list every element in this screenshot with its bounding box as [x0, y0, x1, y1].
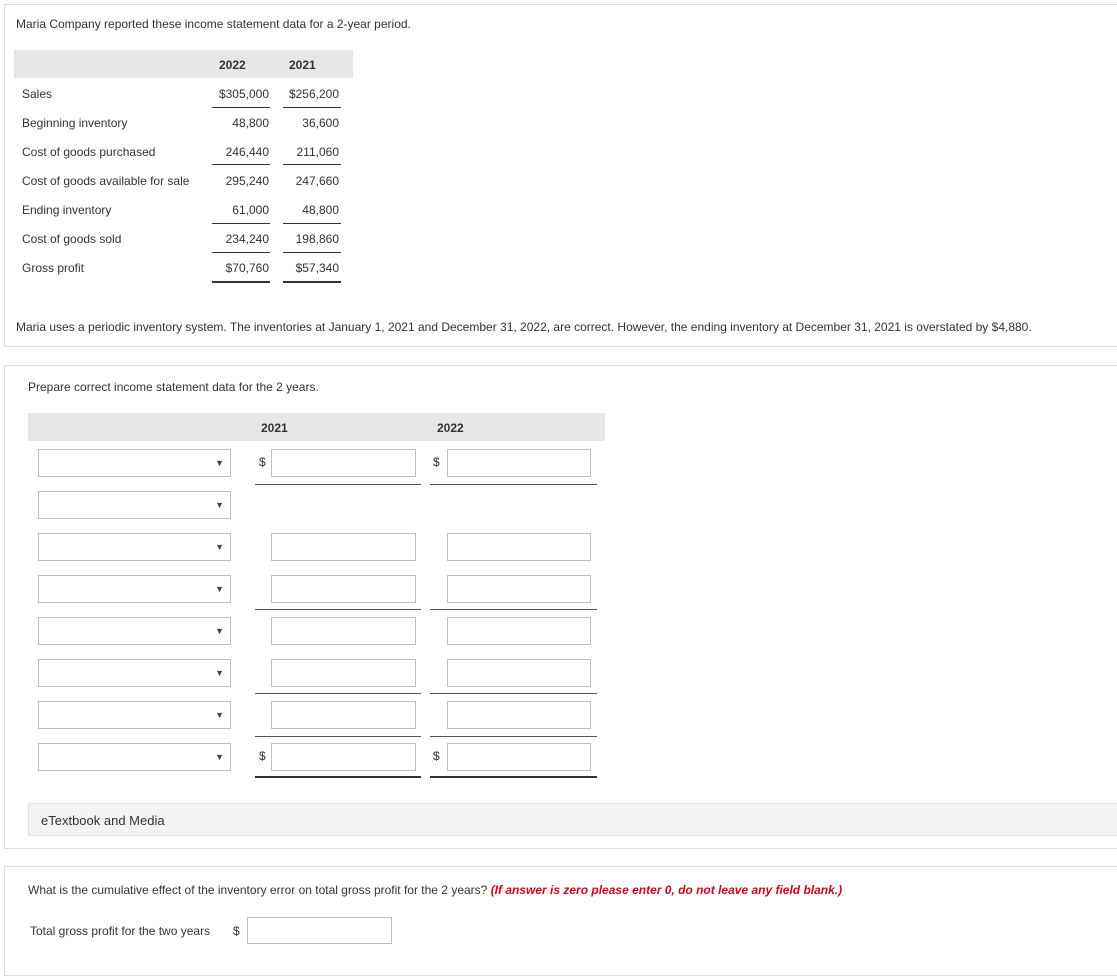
given-row-label: Sales [22, 87, 53, 101]
line-item-select[interactable] [38, 491, 231, 519]
underline [255, 609, 421, 610]
amount-input-2021[interactable] [271, 533, 416, 561]
underline [255, 693, 421, 694]
given-row-label: Gross profit [22, 261, 85, 275]
dropdown-arrow-icon: ▼ [215, 584, 224, 594]
dropdown-arrow-icon: ▼ [215, 710, 224, 720]
line-item-select[interactable] [38, 743, 231, 771]
given-header-2022: 2022 [219, 58, 246, 72]
amount-input-2022[interactable] [447, 617, 591, 645]
line-item-select[interactable] [38, 659, 231, 687]
prepare-instruction: Prepare correct income statement data for the 2 years. [28, 380, 319, 394]
given-row-label: Cost of goods available for sale [22, 174, 190, 188]
given-value-2021: 48,800 [302, 203, 339, 217]
prepare-header-2021: 2021 [261, 421, 288, 435]
amount-input-2021[interactable] [271, 659, 416, 687]
underline [212, 252, 270, 253]
underline [430, 484, 597, 485]
given-value-2021: $57,340 [295, 261, 339, 275]
dropdown-arrow-icon: ▼ [215, 458, 224, 468]
underline [212, 164, 270, 165]
double-underline [430, 776, 597, 778]
total-gross-profit-label: Total gross profit for the two years [30, 924, 211, 938]
line-item-select[interactable] [38, 533, 231, 561]
dollar-sign: $ [259, 749, 266, 763]
underline [255, 736, 421, 737]
given-header-2021: 2021 [289, 58, 316, 72]
underline [430, 609, 597, 610]
given-value-2022: 234,240 [225, 232, 269, 246]
given-value-2022: $305,000 [218, 87, 269, 101]
dollar-sign: $ [433, 749, 440, 763]
dropdown-arrow-icon: ▼ [215, 542, 224, 552]
dollar-sign: $ [433, 455, 440, 469]
underline [430, 693, 597, 694]
underline [212, 107, 270, 108]
given-value-2022: 48,800 [232, 116, 269, 130]
underline [283, 252, 341, 253]
given-value-2021: $256,200 [288, 87, 339, 101]
amount-input-2022[interactable] [447, 701, 591, 729]
amount-input-2022[interactable] [447, 659, 591, 687]
underline [430, 736, 597, 737]
amount-input-2021[interactable] [271, 701, 416, 729]
double-underline [283, 281, 341, 283]
total-gross-profit-input[interactable] [247, 917, 392, 944]
underline [283, 164, 341, 165]
given-value-2021: 247,660 [295, 174, 339, 188]
amount-input-2021[interactable] [271, 617, 416, 645]
amount-input-2021[interactable] [271, 575, 416, 603]
double-underline [212, 281, 270, 283]
given-row-label: Ending inventory [22, 203, 112, 217]
prepare-header-2022: 2022 [437, 421, 464, 435]
dollar-sign: $ [233, 924, 240, 938]
etextbook-media-link[interactable] [28, 803, 1117, 836]
line-item-select[interactable] [38, 701, 231, 729]
given-value-2022: 246,440 [225, 145, 269, 159]
given-value-2021: 198,860 [295, 232, 339, 246]
prepare-table-header [28, 413, 605, 441]
given-value-2022: $70,760 [225, 261, 269, 275]
amount-input-2022[interactable] [447, 533, 591, 561]
dollar-sign: $ [259, 455, 266, 469]
underline [212, 223, 270, 224]
given-value-2021: 211,060 [296, 145, 339, 159]
dropdown-arrow-icon: ▼ [215, 752, 224, 762]
line-item-select[interactable] [38, 617, 231, 645]
dropdown-arrow-icon: ▼ [215, 500, 224, 510]
given-row-label: Cost of goods sold [22, 232, 122, 246]
amount-input-2021[interactable] [271, 449, 416, 477]
given-value-2022: 295,240 [225, 174, 269, 188]
dropdown-arrow-icon: ▼ [215, 626, 224, 636]
intro-text: Maria Company reported these income statement data for a 2-year period. [16, 17, 411, 31]
double-underline [255, 776, 421, 778]
dropdown-arrow-icon: ▼ [215, 668, 224, 678]
line-item-select[interactable] [38, 575, 231, 603]
underline [283, 107, 341, 108]
amount-input-2022[interactable] [447, 743, 591, 771]
underline [255, 484, 421, 485]
question-hint: (If answer is zero please enter 0, do not leave any field blank.) [490, 883, 843, 897]
given-value-2021: 36,600 [302, 116, 339, 130]
given-row-label: Beginning inventory [22, 116, 128, 130]
etextbook-label: eTextbook and Media [41, 813, 165, 828]
given-value-2022: 61,000 [232, 203, 269, 217]
question-text: What is the cumulative effect of the inventory error on total gross profit for the 2 years? (If answer is zero please enter 0, do not leave any field blank.) [28, 883, 843, 897]
amount-input-2021[interactable] [271, 743, 416, 771]
amount-input-2022[interactable] [447, 575, 591, 603]
underline [283, 223, 341, 224]
given-row-label: Cost of goods purchased [22, 145, 156, 159]
amount-input-2022[interactable] [447, 449, 591, 477]
line-item-select[interactable] [38, 449, 231, 477]
inventory-error-note: Maria uses a periodic inventory system. The inventories at January 1, 2021 and December 31, 2022, are correct. However, the ending inventory at December 31, 2021 is overstated by $4,880. [16, 320, 1032, 334]
